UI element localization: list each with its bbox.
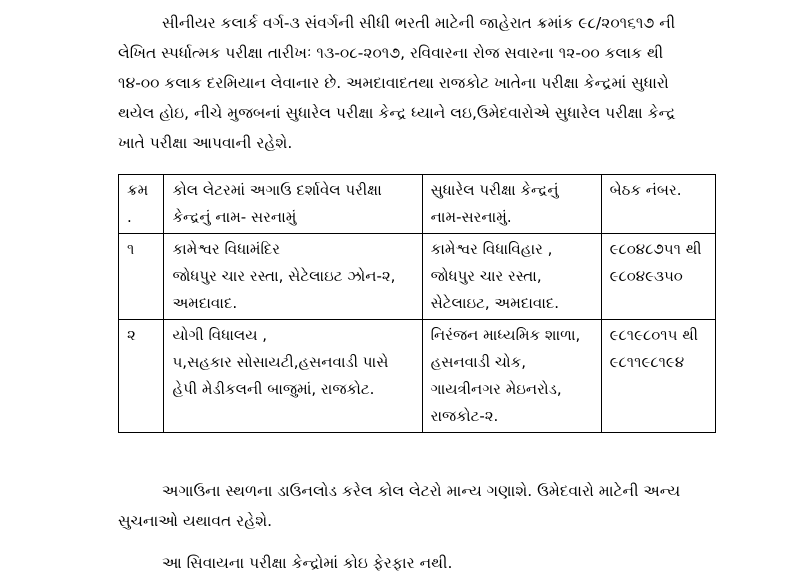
table-row: [119, 320, 716, 433]
row-old-center: કામેશ્વર વિધામંદિર જોધપુર ચાર રસ્તા, સેટેલાઇટ ઝોન-૨, અમદાવાદ.: [164, 234, 422, 320]
closing-line: અગાઉના સ્થળના ડાઉનલોડ કરેલ કોલ લેટરો માન્ય ગણાશે. ઉમેદવારો માટેની અન્ય: [162, 482, 681, 500]
row-seat-range: ૯૮૧૯૮૦૧૫ થી ૯૮૧૧૯૮૧૯૪: [601, 320, 715, 433]
intro-paragraph: [118, 8, 730, 158]
closing-paragraph: [118, 476, 730, 536]
intro-line: લેખિત સ્પર્ધાત્મક પરીક્ષા તારીખઃ ૧૩-૦૮-૨૦૧૭, રવિવારના રોજ સવારના ૧૨-૦૦ કલાક થી: [118, 44, 664, 62]
row-seat-range: ૯૮૦૪૮૭૫૧ થી ૯૮૦૪૯૩૫૦: [601, 234, 715, 320]
row-serial: ૨: [119, 320, 164, 433]
closing-line: સુચનાઓ યથાવત રહેશે.: [118, 512, 273, 530]
exam-center-table: [118, 174, 716, 433]
header-seat-number: બેઠક નંબર.: [601, 175, 715, 234]
row-serial: ૧: [119, 234, 164, 320]
table-header-row: [119, 175, 716, 234]
row-new-center: કામેશ્વર વિધાવિહાર , જોધપુર ચાર રસ્તા, સેટેલાઇટ, અમદાવાદ.: [422, 234, 601, 320]
intro-line: ખાતે પરીક્ષા આપવાની રહેશે.: [118, 134, 293, 152]
intro-line: સીનીયર કલાર્ક વર્ગ-૩ સંવર્ગની સીધી ભરતી માટેની જાહેરાત ક્રમાંક ૯૮/૨૦૧૬૧૭ ની: [162, 14, 676, 32]
header-serial: ક્રમ .: [119, 175, 164, 234]
table-row: [119, 234, 716, 320]
header-new-center: સુધારેલ પરીક્ષા કેન્દ્રનું નામ-સરનામું.: [422, 175, 601, 234]
intro-line: થયેલ હોઇ, નીચે મુજબનાં સુધારેલ પરીક્ષા કેન્દ્ર ધ્યાને લઇ,ઉમેદવારોએ સુધારેલ પરીક્ષા કેન્દ્ર: [118, 104, 676, 122]
row-old-center: યોગી વિધાલય , ૫,સહકાર સોસાયટી,હસનવાડી પાસે હેપી મેડીકલની બાજુમાં, રાજકોટ.: [164, 320, 422, 433]
final-note: [118, 548, 730, 578]
header-old-center: કોલ લેટરમાં અગાઉ દર્શાવેલ પરીક્ષા કેન્દ્રનું નામ- સરનામું: [164, 175, 422, 234]
intro-line: ૧૪-૦૦ કલાક દરમિયાન લેવાનાર છે. અમદાવાદતથા રાજકોટ ખાતેના પરીક્ષા કેન્દ્રમાં સુધારો: [118, 74, 669, 92]
final-note-line: આ સિવાયના પરીક્ષા કેન્દ્રોમાં કોઇ ફેરફાર નથી.: [162, 554, 453, 572]
row-new-center: નિરંજન માધ્યમિક શાળા, હસનવાડી ચોક, ગાયત્રીનગર મેઇનરોડ, રાજકોટ-૨.: [422, 320, 601, 433]
